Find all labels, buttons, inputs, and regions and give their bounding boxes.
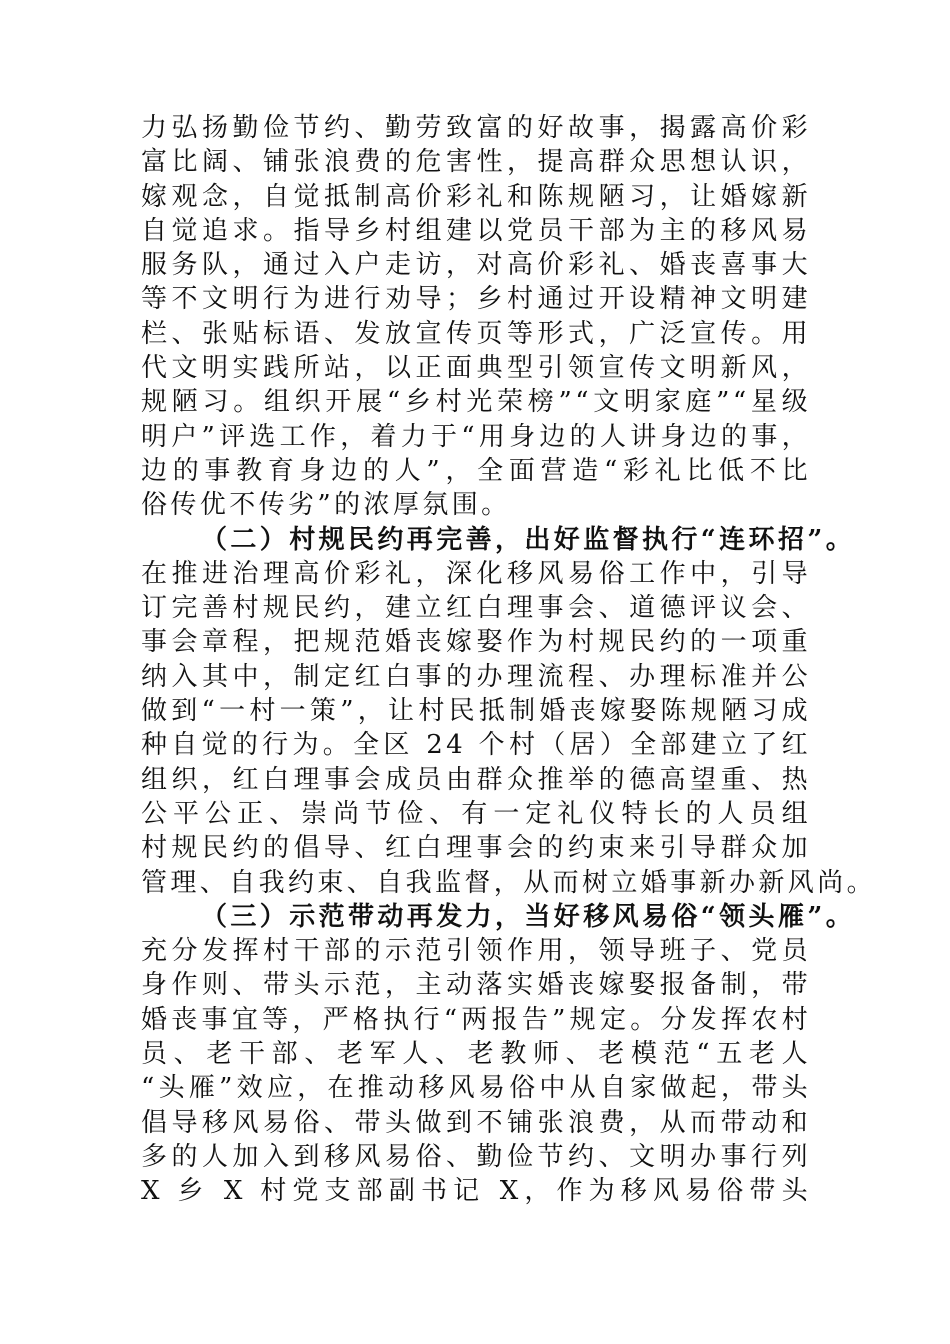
text-line: 明户”评选工作，着力于“用身边的人讲身边的事，: [141, 421, 811, 452]
text-line: 俗传优不传劣”的浓厚氛围。: [141, 490, 511, 521]
text-line: 多的人加入到移风易俗、勤俭节约、文明办事行列: [141, 1141, 811, 1172]
paragraph-2: [141, 523, 877, 900]
text-line: 自觉追求。指导乡村组建以党员干部为主的移风易: [141, 215, 811, 246]
text-line: 力弘扬勤俭节约、勤劳致富的好故事，揭露高价彩: [141, 113, 811, 143]
text-line: 婚丧事宜等，严格执行“两报告”规定。分发挥农村: [141, 1004, 811, 1035]
text-line: 倡导移风易俗、带头做到不铺张浪费，从而带动和: [141, 1107, 811, 1138]
text-line: 订完善村规民约，建立红白理事会、道德评议会、: [141, 593, 811, 624]
text-line: X 乡 X 村党支部副书记 X，作为移风易俗带头: [141, 1176, 811, 1207]
text-line: 规陋习。组织开展“乡村光荣榜”“文明家庭”“星级: [141, 387, 811, 418]
text-line: 纳入其中，制定红白事的办理流程、办理标准并公: [141, 661, 811, 692]
text-line: 边的事教育身边的人”，全面营造“彩礼比低不比: [141, 455, 811, 486]
section-heading: （二）村规民约再完善，出好监督执行“连环招”。: [201, 524, 856, 555]
section-heading: （三）示范带动再发力，当好移风易俗“领头雁”。: [201, 901, 856, 932]
text-line: 富比阔、铺张浪费的危害性，提高群众思想认识，: [141, 147, 811, 178]
text-line: “头雁”效应，在推动移风易俗中从自家做起，带头: [141, 1073, 811, 1104]
document-body: [141, 111, 877, 1209]
text-line: 身作则、带头示范，主动落实婚丧嫁娶报备制，带: [141, 970, 811, 1001]
text-line: 在推进治理高价彩礼，深化移风易俗工作中，引导: [141, 558, 811, 589]
text-line: 管理、自我约束、自我监督，从而树立婚事新办新风尚。: [141, 867, 877, 898]
paragraph-1: [141, 111, 811, 523]
text-line: 嫁观念，自觉抵制高价彩礼和陈规陋习，让婚嫁新: [141, 181, 811, 212]
text-line: 种自觉的行为。全区 24 个村（居）全部建立了红: [141, 730, 811, 761]
text-line: 充分发挥村干部的示范引领作用，领导班子、党员: [141, 936, 811, 967]
paragraph-3: [141, 900, 856, 1209]
text-line: 服务队，通过入户走访，对高价彩礼、婚丧喜事大: [141, 250, 811, 281]
text-line: 栏、张贴标语、发放宣传页等形式，广泛宣传。用: [141, 318, 811, 349]
text-line: 公平公正、崇尚节俭、有一定礼仪特长的人员组: [141, 798, 811, 829]
text-line: 组织，红白理事会成员由群众推举的德高望重、热: [141, 764, 811, 795]
text-line: 代文明实践所站，以正面典型引领宣传文明新风，: [141, 353, 811, 384]
text-line: 事会章程，把规范婚丧嫁娶作为村规民约的一项重: [141, 627, 811, 658]
text-line: 等不文明行为进行劝导；乡村通过开设精神文明建: [141, 284, 811, 315]
text-line: 员、老干部、老军人、老教师、老模范“五老人: [141, 1039, 811, 1070]
text-line: 村规民约的倡导、红白理事会的约束来引导群众加: [141, 833, 811, 864]
text-line: 做到“一村一策”，让村民抵制婚丧嫁娶陈规陋习成: [141, 696, 811, 727]
